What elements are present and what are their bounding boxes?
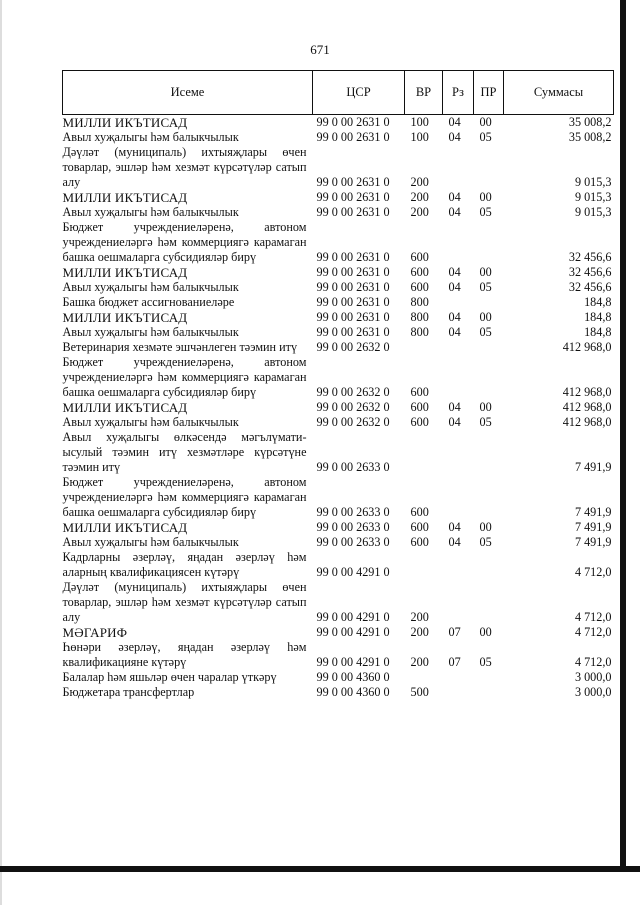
header-rz: Рз [443,71,474,115]
cell-name: МИЛЛИ ИКЪТИСАД [62,520,188,535]
table-row [63,670,614,685]
cell-pr: 00 [479,310,492,324]
cell-csr: 99 0 00 4291 0 [316,610,390,624]
cell-pr [474,670,504,685]
cell-pr [474,580,504,625]
table-row [63,535,614,550]
table-row [63,340,614,355]
cell-name: МИЛЛИ ИКЪТИСАД [62,190,188,205]
cell-pr: 05 [479,130,492,144]
cell-sum: 32 456,6 [568,250,612,264]
cell-csr: 99 0 00 4291 0 [316,565,390,579]
table-row [63,145,614,190]
cell-csr: 99 0 00 4291 0 [316,655,390,669]
cell-csr: 99 0 00 2633 0 [316,505,390,519]
cell-csr: 99 0 00 2632 0 [316,385,390,399]
table-row [63,325,614,340]
cell-rz [443,355,474,400]
table-row [63,475,614,520]
cell-name: Авыл хуҗалыгы һәм балыкчылык [62,280,239,294]
cell-csr: 99 0 00 2632 0 [316,400,390,414]
cell-rz [443,430,474,475]
cell-vr: 100 [410,115,429,129]
cell-csr: 99 0 00 2631 0 [316,325,390,339]
cell-csr: 99 0 00 2631 0 [316,115,390,129]
cell-name: Кадрларны әзерләү, яңадан әзерләү һәм аларның квалификациясен күтәрү [62,550,307,579]
cell-sum: 9 015,3 [574,190,612,204]
cell-csr: 99 0 00 4360 0 [316,685,390,699]
table-row [63,625,614,640]
cell-pr: 00 [479,625,492,639]
cell-rz: 04 [448,130,461,144]
cell-csr: 99 0 00 2631 0 [316,205,390,219]
table-row [63,280,614,295]
cell-vr: 800 [410,295,429,309]
cell-pr [474,550,504,580]
cell-pr [474,685,504,700]
cell-sum: 35 008,2 [568,115,612,129]
cell-name: Авыл хуҗалыгы һәм балыкчылык [62,325,239,339]
cell-vr: 500 [410,685,429,699]
cell-vr: 100 [410,130,429,144]
cell-vr: 200 [410,175,429,189]
table-row [63,415,614,430]
scan-edge [0,0,2,905]
cell-name: Дәүләт (муниципаль) ихтыяҗлары өчен товарлар, эшләр һәм хезмәт күрсәтүләр сатып алу [62,145,307,189]
cell-rz [443,220,474,265]
table-row [63,220,614,265]
cell-rz: 04 [448,520,461,534]
cell-pr [474,340,504,355]
cell-name: МӘГАРИФ [62,625,128,640]
page-number: 671 [310,42,330,57]
cell-sum: 184,8 [584,295,612,309]
table-row [63,580,614,625]
cell-name: МИЛЛИ ИКЪТИСАД [62,400,188,415]
cell-vr [405,550,443,580]
cell-vr: 600 [410,415,429,429]
table-row [63,400,614,415]
cell-rz [443,340,474,355]
cell-rz: 04 [448,310,461,324]
cell-vr: 200 [410,655,429,669]
cell-name: Дәүләт (муниципаль) ихтыяҗлары өчен товарлар, эшләр һәм хезмәт күрсәтүләр сатып алу [62,580,307,624]
cell-csr: 99 0 00 2631 0 [316,295,390,309]
cell-name: МИЛЛИ ИКЪТИСАД [62,310,188,325]
cell-name: Авыл хуҗалыгы өлкәсендә мәгълүмати-ысулый тәэмин итү хезмәтләре күрсәтүне тәэмин итү [62,430,307,474]
cell-rz: 04 [448,415,461,429]
cell-sum: 3 000,0 [574,670,612,684]
cell-pr: 05 [479,205,492,219]
cell-csr: 99 0 00 4360 0 [316,670,390,684]
cell-rz [443,145,474,190]
cell-rz [443,670,474,685]
cell-name: Авыл хуҗалыгы һәм балыкчылык [62,415,239,429]
cell-sum: 3 000,0 [574,685,612,699]
table-row [63,115,614,131]
cell-sum: 35 008,2 [568,130,612,144]
cell-sum: 184,8 [584,325,612,339]
cell-rz [443,295,474,310]
cell-rz: 07 [448,655,461,669]
table-row [63,310,614,325]
cell-vr: 800 [410,325,429,339]
cell-vr: 200 [410,190,429,204]
cell-rz: 04 [448,325,461,339]
cell-csr: 99 0 00 4291 0 [316,625,390,639]
cell-sum: 7 491,9 [574,520,612,534]
cell-pr: 00 [479,190,492,204]
header-name: Исеме [63,71,313,115]
cell-sum: 7 491,9 [574,535,612,549]
cell-pr [474,475,504,520]
cell-sum: 9 015,3 [574,205,612,219]
cell-csr: 99 0 00 2631 0 [316,250,390,264]
cell-rz: 04 [448,265,461,279]
cell-pr [474,295,504,310]
cell-vr: 200 [410,625,429,639]
cell-csr: 99 0 00 2631 0 [316,310,390,324]
cell-csr: 99 0 00 2631 0 [316,265,390,279]
scan-bottom-border [0,866,640,872]
cell-vr: 600 [410,535,429,549]
cell-pr: 00 [479,400,492,414]
cell-csr: 99 0 00 2633 0 [316,460,390,474]
cell-csr: 99 0 00 2632 0 [316,415,390,429]
header-sum: Суммасы [504,71,614,115]
cell-name: Бюджет учреждениеләренә, автоном учреждениеләргә һәм коммерциягә карамаган башка оешмаларга субсидияләр бирү [62,475,307,519]
cell-rz [443,685,474,700]
cell-csr: 99 0 00 2632 0 [316,340,390,354]
cell-sum: 4 712,0 [574,565,612,579]
cell-csr: 99 0 00 2631 0 [316,175,390,189]
cell-pr: 00 [479,115,492,129]
cell-name: Авыл хуҗалыгы һәм балыкчылык [62,535,239,549]
cell-name: Ветеринария хезмәте эшчәнлеген тәэмин итү [62,340,298,354]
table-row [63,205,614,220]
cell-pr: 05 [479,280,492,294]
cell-sum: 4 712,0 [574,610,612,624]
cell-csr: 99 0 00 2633 0 [316,535,390,549]
cell-name: Балалар һәм яшьләр өчен чаралар үткәрү [62,670,277,684]
table-row [63,685,614,700]
cell-pr: 05 [479,325,492,339]
table-row [63,640,614,670]
cell-vr: 600 [410,250,429,264]
cell-name: Башка бюджет ассигнованиеләре [62,295,235,309]
cell-csr: 99 0 00 2631 0 [316,130,390,144]
cell-pr: 05 [479,415,492,429]
cell-pr [474,220,504,265]
cell-rz [443,550,474,580]
cell-rz: 04 [448,190,461,204]
header-csr: ЦСР [313,71,405,115]
budget-table [62,70,614,700]
cell-pr: 05 [479,535,492,549]
cell-pr: 00 [479,265,492,279]
cell-vr [405,430,443,475]
table-header-row [63,71,614,115]
cell-sum: 7 491,9 [574,460,612,474]
table-row [63,355,614,400]
table-body [63,115,614,701]
header-pr: ПР [474,71,504,115]
cell-sum: 32 456,6 [568,280,612,294]
cell-name: Бюджет учреждениеләренә, автоном учреждениеләргә һәм коммерциягә карамаган башка оешмаларга субсидияләр бирү [62,355,307,399]
cell-rz: 04 [448,535,461,549]
cell-vr: 600 [410,265,429,279]
table-row [63,520,614,535]
cell-pr [474,145,504,190]
cell-vr: 600 [410,385,429,399]
cell-vr: 600 [410,505,429,519]
cell-pr [474,355,504,400]
cell-csr: 99 0 00 2633 0 [316,520,390,534]
cell-pr [474,430,504,475]
cell-vr [405,340,443,355]
cell-name: Һөнәри әзерләү, яңадан әзерләү һәм квалификацияне күтәрү [62,640,307,669]
table-row [63,550,614,580]
cell-name: Бюджетара трансфертлар [62,685,195,699]
cell-name: Авыл хуҗалыгы һәм балыкчылык [62,130,239,144]
scan-right-border [620,0,626,872]
cell-sum: 184,8 [584,310,612,324]
cell-pr: 00 [479,520,492,534]
cell-vr: 600 [410,400,429,414]
cell-vr: 800 [410,310,429,324]
cell-rz: 04 [448,205,461,219]
cell-sum: 7 491,9 [574,505,612,519]
cell-rz [443,475,474,520]
cell-vr [405,670,443,685]
cell-name: Авыл хуҗалыгы һәм балыкчылык [62,205,239,219]
cell-rz: 07 [448,625,461,639]
cell-rz [443,580,474,625]
budget-table-container [62,70,613,700]
cell-sum: 412 968,0 [562,400,612,414]
header-vr: ВР [405,71,443,115]
cell-name: Бюджет учреждениеләренә, автоном учреждениеләргә һәм коммерциягә карамаган башка оешмаларга субсидияләр бирү [62,220,307,264]
cell-pr: 05 [479,655,492,669]
cell-name: МИЛЛИ ИКЪТИСАД [62,265,188,280]
cell-vr: 600 [410,280,429,294]
cell-rz: 04 [448,280,461,294]
cell-rz: 04 [448,115,461,129]
cell-rz: 04 [448,400,461,414]
cell-name: МИЛЛИ ИКЪТИСАД [62,115,188,130]
cell-sum: 412 968,0 [562,340,612,354]
cell-csr: 99 0 00 2631 0 [316,190,390,204]
table-row [63,430,614,475]
cell-csr: 99 0 00 2631 0 [316,280,390,294]
cell-sum: 32 456,6 [568,265,612,279]
cell-sum: 9 015,3 [574,175,612,189]
cell-sum: 412 968,0 [562,415,612,429]
table-row [63,295,614,310]
cell-sum: 4 712,0 [574,655,612,669]
table-row [63,130,614,145]
cell-sum: 4 712,0 [574,625,612,639]
cell-sum: 412 968,0 [562,385,612,399]
cell-vr: 200 [410,205,429,219]
table-row [63,190,614,205]
cell-vr: 600 [410,520,429,534]
table-row [63,265,614,280]
cell-vr: 200 [410,610,429,624]
